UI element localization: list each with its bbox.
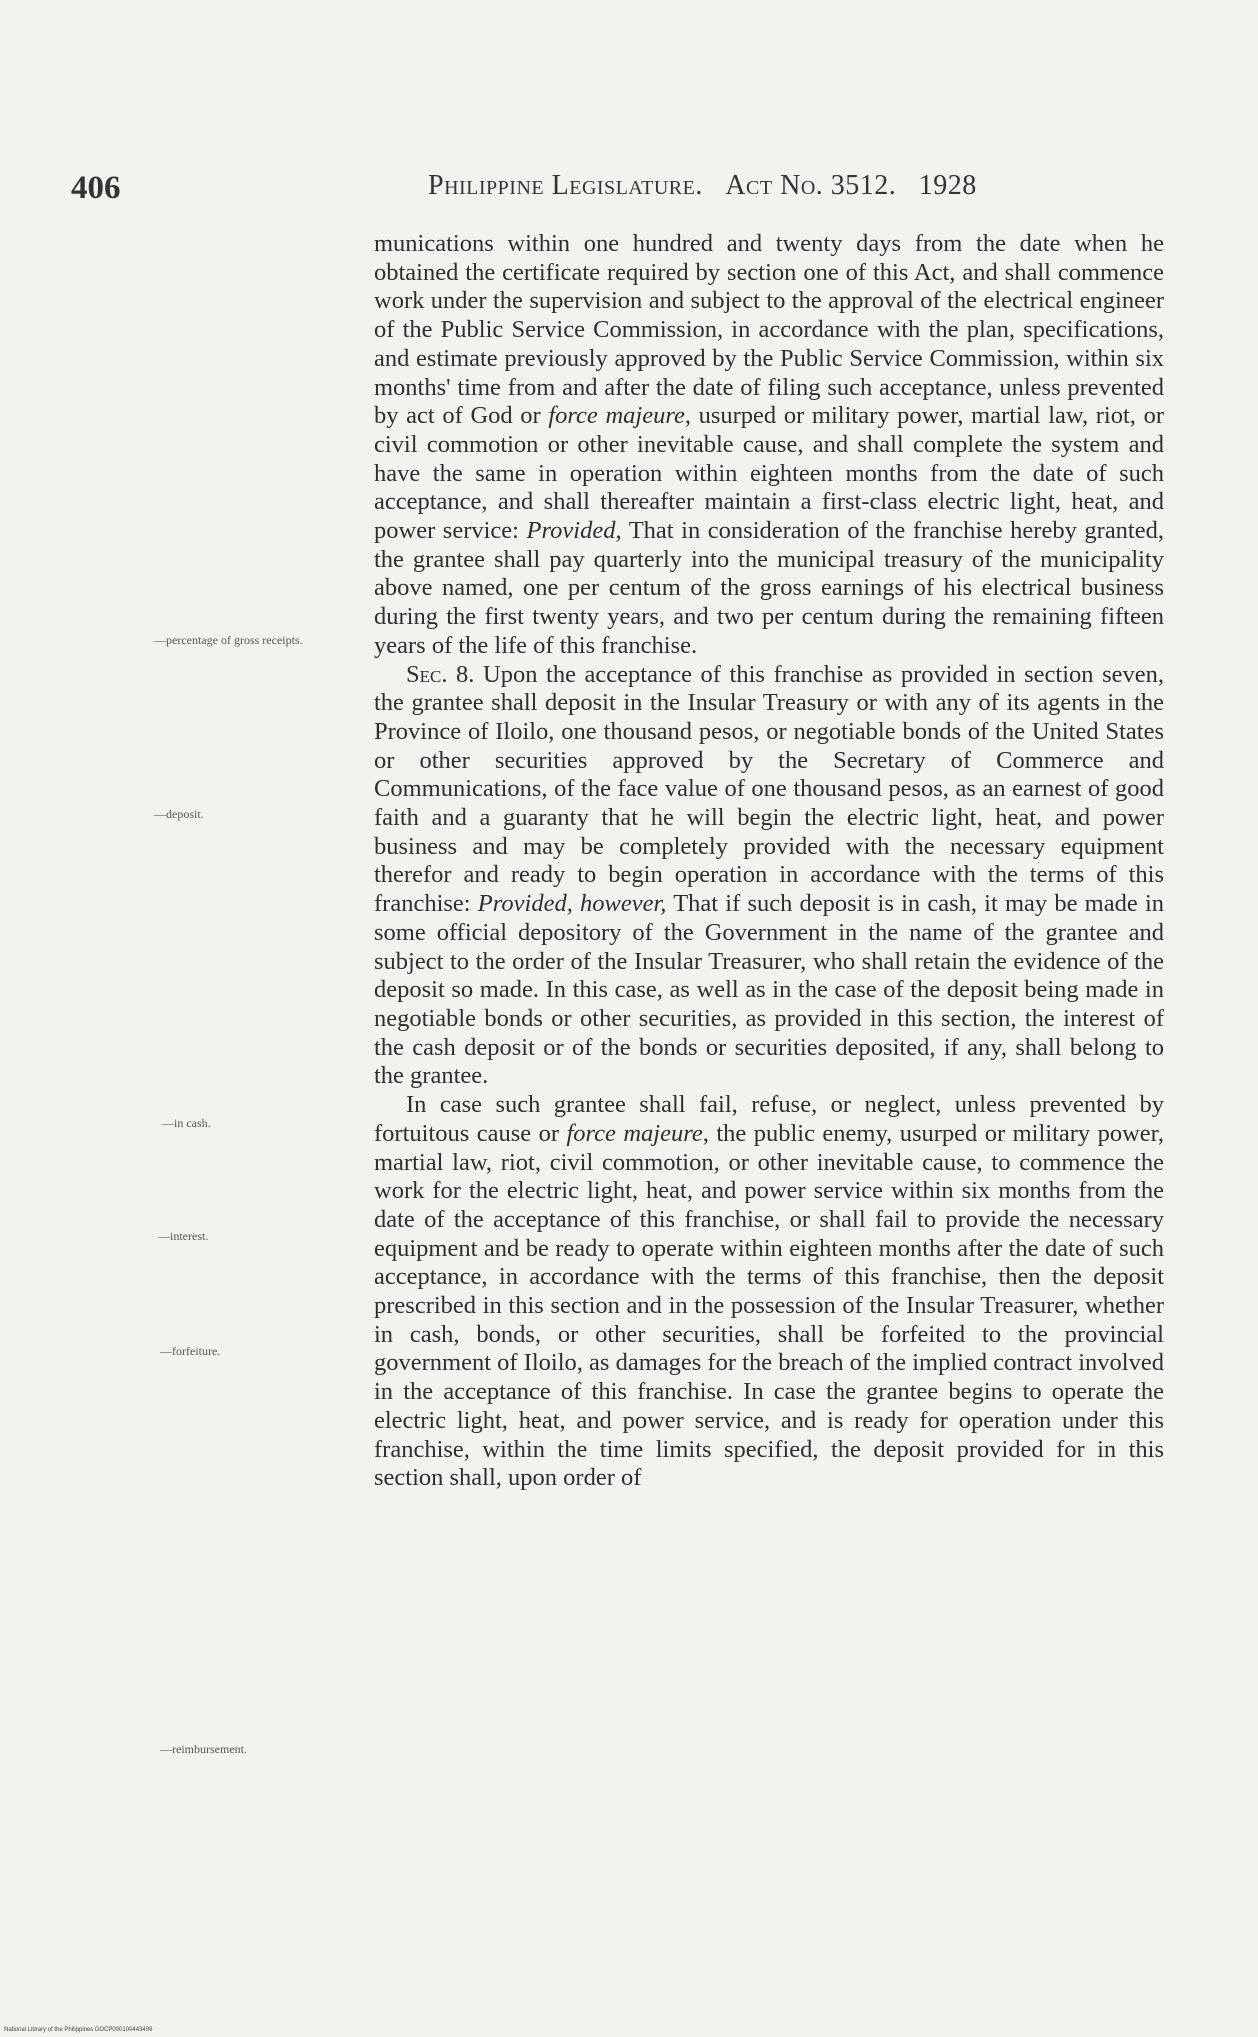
page-number: 406 xyxy=(71,170,121,206)
paragraph-3-text-b: , the public enemy, usurped or military power, martial law, riot, civil commotion, or other inevitable cause, to commence the work for the electric light, heat, and power service within six months from the date of the acceptance of this franchise, or shall fail to provide the necessary equipment and be ready to operate within eighteen months after the date of such acceptance, in accordance with the terms of this franchise, then the deposit prescribed in this section and in the possession of the Insular Treasurer, whether in cash, bonds, or other securities, shall be forfeited to the provincial government of Iloilo, as damages for the breach of the implied contract involved in the acceptance of this franchise. In case the grantee begins to operate the electric light, heat, and power service, and is ready for operation under this franchise, within the time limits specified, the deposit provided for in this section shall, upon order of xyxy=(374,1119,1164,1492)
paragraph-3 xyxy=(374,1091,1164,1493)
margin-note-deposit: —deposit. xyxy=(154,807,204,821)
body-text xyxy=(374,230,1164,1493)
paragraph-3-text-a: In case such grantee shall fail, refuse, or neglect, unless prevented by fortuitous cause or xyxy=(374,1091,1164,1147)
running-title-legislature: Philippine Legislature. xyxy=(428,170,703,201)
paragraph-1-text-a: munications within one hundred and twenty days from the date when he obtained the certificate required by section one of this Act, and shall commence work under the supervision and subject to the approval of the electrical engineer of the Public Service Commission, in accordance with the plan, specifications, and estimate previously approved by the Public Service Commission, within six months' time from and after the date of filing such acceptance, unless prevented by act of God or xyxy=(374,230,1164,430)
paragraph-2 xyxy=(374,661,1164,1092)
paragraph-2-text-a: Upon the acceptance of this franchise as provided in section seven, the grantee shall deposit in the Insular Treasury or with any of its agents in the Province of Iloilo, one thousand pesos, or negotiable bonds of the United States or other securities approved by the Secretary of Commerce and Communications, of the face value of one thousand pesos, as an earnest of good faith and a guaranty that he will begin the electric light, heat, and power business and may be completely provided with the necessary equipment therefor and ready to begin operation in accordance with the terms of this franchise: xyxy=(374,660,1165,918)
margin-note-forfeiture: —forfeiture. xyxy=(160,1344,221,1358)
section-label: Sec. 8. xyxy=(406,660,475,688)
margin-note-percentage: —percentage of gross receipts. xyxy=(154,633,303,647)
margin-note-reimbursement: —reimbursement. xyxy=(160,1742,247,1756)
running-head xyxy=(428,170,1102,202)
margin-note-interest: —interest. xyxy=(158,1229,209,1243)
running-title-year: 1928 xyxy=(918,170,977,201)
paragraph-1-italic-b: Provided, xyxy=(526,517,622,545)
paragraph-1-italic-a: force majeure xyxy=(548,402,685,430)
paragraph-2-text-b: That if such deposit is in cash, it may be made in some official depository of the Government in the name of the grantee and subject to the order of the Insular Treasurer, who shall retain the evidence of the deposit so made. In this case, as well as in the case of the deposit being made in negotiable bonds or other securities, as provided in this section, the interest of the cash deposit or of the bonds or securities deposited, if any, shall belong to the grantee. xyxy=(374,890,1164,1090)
paragraph-3-italic-a: force majeure xyxy=(566,1119,703,1147)
running-title-act: Act No. 3512. xyxy=(725,170,897,201)
paragraph-2-italic-a: Provided, however, xyxy=(477,890,667,918)
paragraph-1-text-b: , usurped or military power, martial law, riot, or civil commotion or other inevitable cause, and shall complete the system and have the same in operation within eighteen months from the date of such acceptance, and shall thereafter maintain a first-class electric light, heat, and power service: xyxy=(374,402,1164,545)
paragraph-1-text-c: That in consideration of the franchise hereby granted, the grantee shall pay quarterly into the municipal treasury of the municipality above named, one per centum of the gross earnings of his electrical business during the first twenty years, and two per centum during the remaining fifteen years of the life of this franchise. xyxy=(374,517,1164,659)
footer-credit: National Library of the Philippines DOCP000100443406 xyxy=(4,2027,153,2033)
margin-note-in-cash: —in cash. xyxy=(162,1116,211,1130)
paragraph-1 xyxy=(374,230,1164,661)
